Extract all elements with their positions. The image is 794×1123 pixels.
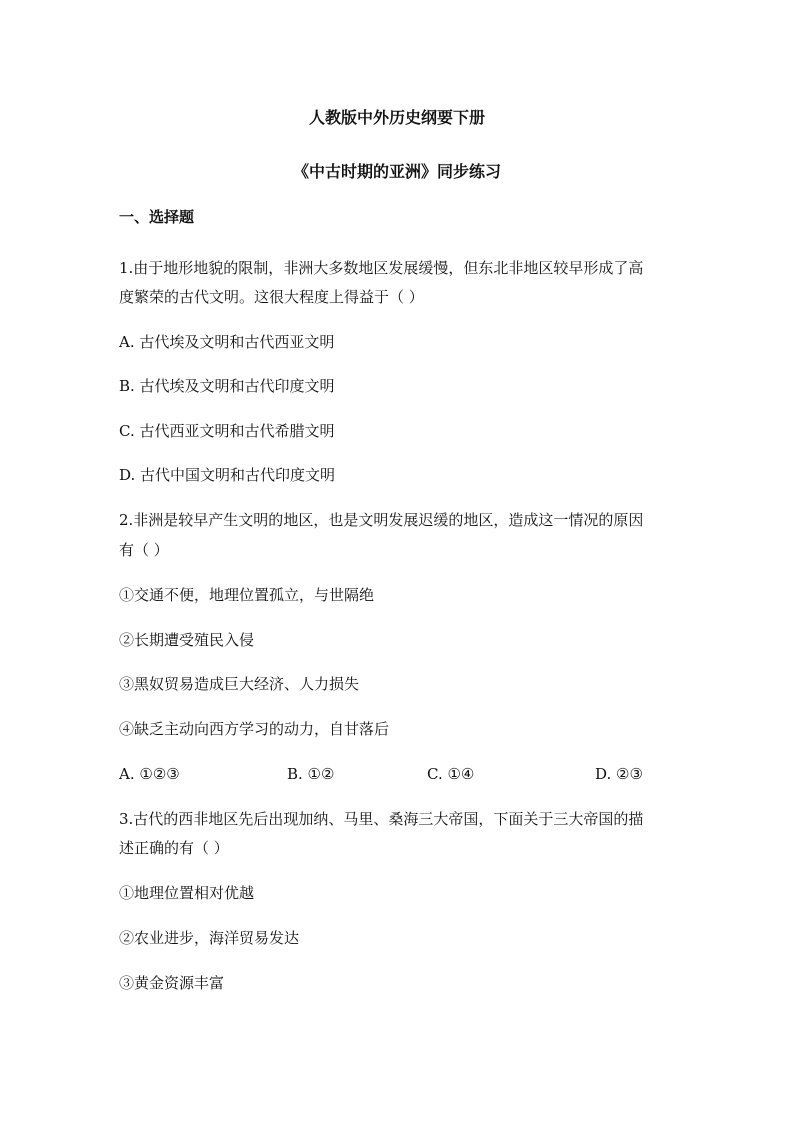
document-subtitle: 《中古时期的亚洲》同步练习	[292, 162, 501, 181]
question-1-stem-line-1: 1.由于地形地貌的限制，非洲大多数地区发展缓慢，但东北非地区较早形成了高	[119, 259, 644, 277]
question-2-item-1: ①交通不便，地理位置孤立，与世隔绝	[119, 586, 375, 604]
question-2-option-b: B. ①②	[287, 765, 335, 783]
question-1-option-b: B. 古代埃及文明和古代印度文明	[119, 377, 335, 395]
question-2-option-c: C. ①④	[427, 765, 475, 783]
section-heading: 一、选择题	[119, 208, 195, 226]
question-3-item-3: ③黄金资源丰富	[119, 974, 225, 992]
question-2-option-a: A. ①②③	[119, 765, 180, 783]
question-3-item-2: ②农业进步，海洋贸易发达	[119, 929, 300, 947]
question-1-option-c: C. 古代西亚文明和古代希腊文明	[119, 422, 335, 440]
question-2-item-2: ②长期遭受殖民入侵	[119, 631, 255, 649]
question-2-stem-line-2: 有（ ）	[119, 541, 169, 559]
question-3-item-1: ①地理位置相对优越	[119, 884, 255, 902]
question-1-option-a: A. 古代埃及文明和古代西亚文明	[119, 333, 335, 351]
question-2-stem-line-1: 2.非洲是较早产生文明的地区，也是文明发展迟缓的地区，造成这一情况的原因	[119, 511, 644, 529]
question-1-option-d: D. 古代中国文明和古代印度文明	[119, 466, 336, 484]
question-3-stem-line-2: 述正确的有（ ）	[119, 839, 229, 857]
question-2-option-d: D. ②③	[595, 765, 643, 783]
question-2-item-4: ④缺乏主动向西方学习的动力，自甘落后	[119, 720, 390, 738]
question-1-stem-line-2: 度繁荣的古代文明。这很大程度上得益于（ ）	[119, 288, 424, 306]
question-3-stem-line-1: 3.古代的西非地区先后出现加纳、马里、桑海三大帝国，下面关于三大帝国的描	[119, 810, 644, 828]
document-title: 人教版中外历史纲要下册	[308, 108, 485, 127]
question-2-item-3: ③黑奴贸易造成巨大经济、人力损失	[119, 675, 360, 693]
